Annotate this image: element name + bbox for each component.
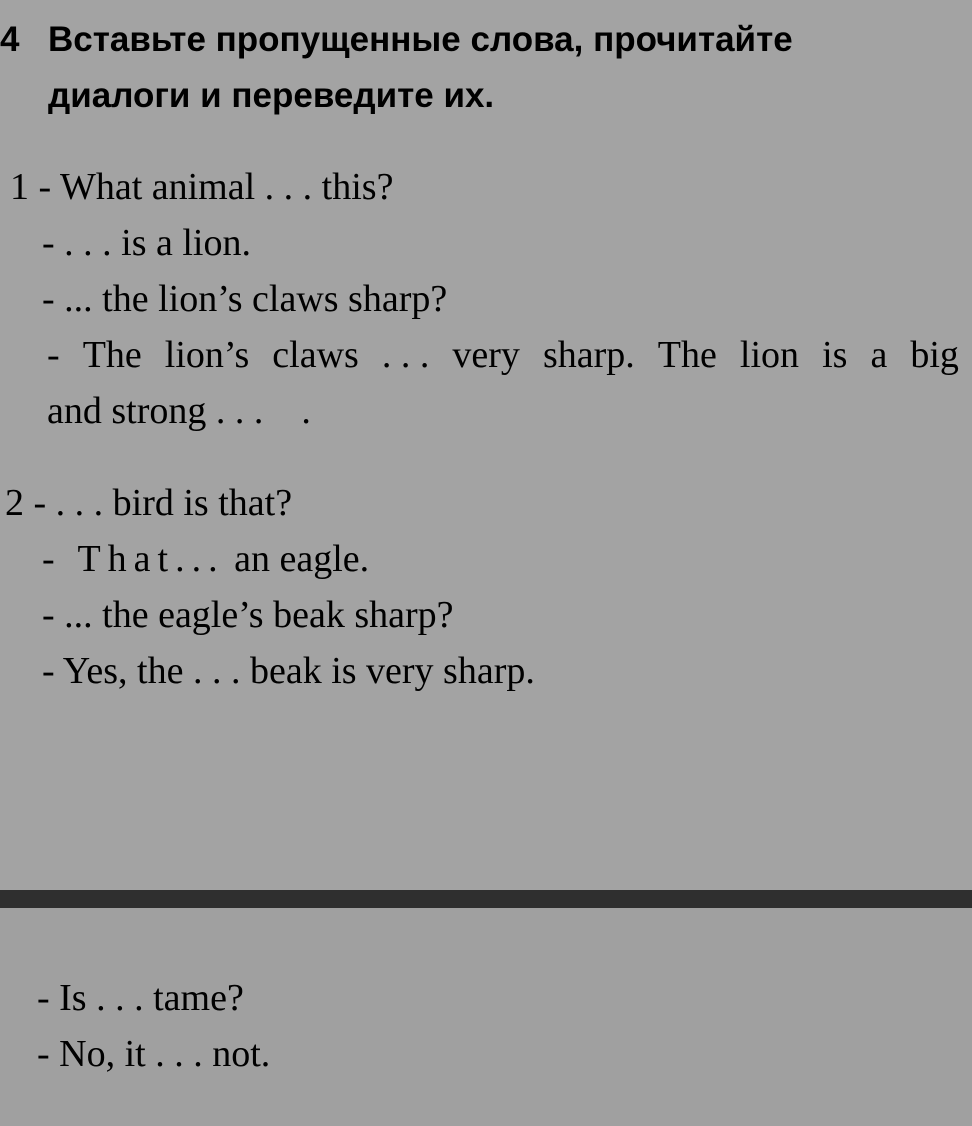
dialogue2-line2-prefix: - That...: [42, 538, 225, 580]
continuation-line2: - No, it . . . not.: [37, 1033, 271, 1075]
dialogue1-line2: - . . . is a lion.: [42, 222, 251, 264]
word: very: [452, 334, 520, 376]
word: The: [82, 334, 142, 376]
word: lion: [739, 334, 800, 376]
task-number: 4: [0, 20, 20, 59]
continuation-line1: - Is . . . tame?: [37, 977, 244, 1019]
word: -: [47, 334, 60, 376]
dialogue2-line3: - ... the eagle’s beak sharp?: [42, 594, 454, 636]
word: lion’s: [164, 334, 250, 376]
word: sharp.: [542, 334, 635, 376]
task-title-line2: диалоги и переведите их.: [48, 76, 495, 115]
word: The: [657, 334, 717, 376]
word: a: [870, 334, 888, 376]
page-divider: [0, 890, 972, 908]
dialogue2-line4: - Yes, the . . . beak is very sharp.: [42, 650, 535, 692]
dialogue1-line4: [47, 333, 959, 377]
dialogue2-line2-suffix: an eagle.: [234, 538, 370, 580]
word: big: [910, 334, 959, 376]
word: claws: [272, 334, 359, 376]
dialogue1-line5: and strong . . . .: [47, 390, 311, 432]
textbook-page-lower: [0, 908, 972, 1126]
word: is: [822, 334, 848, 376]
dialogue1-line3: - ... the lion’s claws sharp?: [42, 278, 448, 320]
dialogue2-line1: 2 - . . . bird is that?: [5, 482, 293, 524]
dialogue2-line2: [42, 537, 369, 581]
dialogue1-line1: 1 - What animal . . . this?: [10, 166, 394, 208]
task-title-line1: Вставьте пропущенные слова, прочитайте: [48, 20, 793, 59]
word: . . .: [381, 334, 430, 376]
